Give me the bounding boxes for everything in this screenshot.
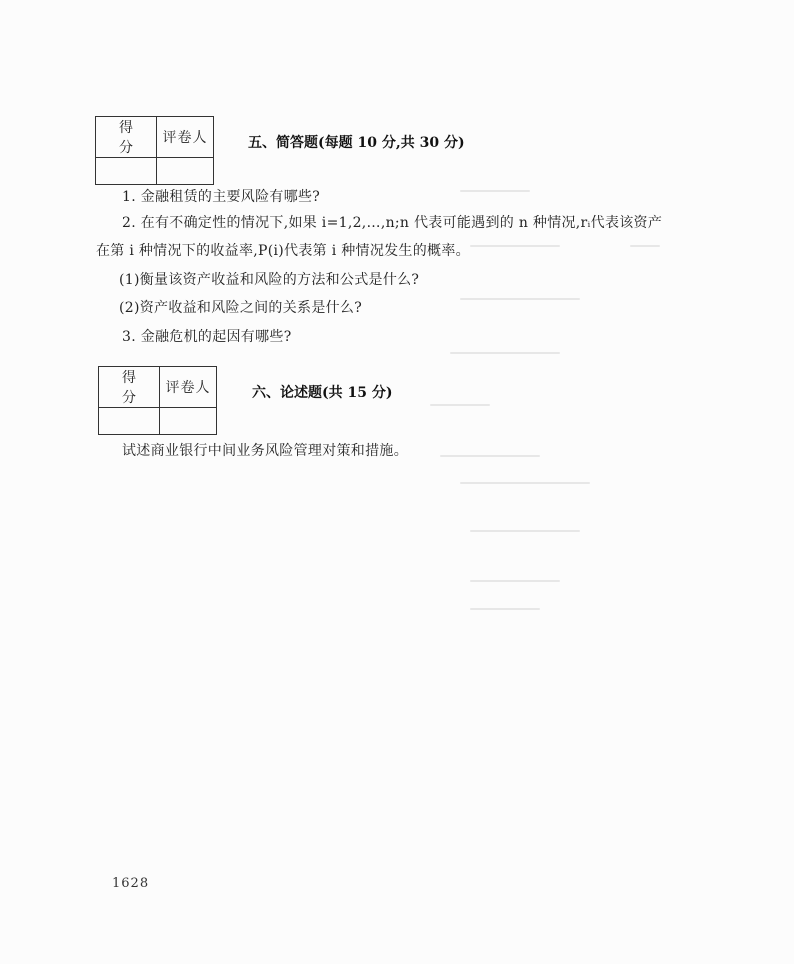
- grader-cell: [157, 158, 214, 185]
- score-table-section6: [98, 366, 217, 435]
- score-table-section5: [95, 116, 214, 185]
- bleed-through-mark: [450, 352, 560, 354]
- bleed-through-mark: [470, 245, 560, 247]
- grader-cell: [160, 408, 217, 435]
- question-2-sub2: (2)资产收益和风险之间的关系是什么?: [119, 300, 363, 316]
- grader-header: 评卷人: [157, 117, 214, 158]
- grader-header: 评卷人: [160, 367, 217, 408]
- bleed-through-mark: [460, 190, 530, 192]
- question-2-sub1: (1)衡量该资产收益和风险的方法和公式是什么?: [119, 272, 420, 288]
- question-1: 1. 金融租赁的主要风险有哪些?: [122, 189, 321, 205]
- essay-question: 试述商业银行中间业务风险管理对策和措施。: [122, 443, 408, 459]
- question-2-line2: 在第 i 种情况下的收益率,P(i)代表第 i 种情况发生的概率。: [96, 243, 470, 259]
- bleed-through-mark: [440, 455, 540, 457]
- bleed-through-mark: [470, 608, 540, 610]
- bleed-through-mark: [430, 404, 490, 406]
- score-header: 得 分: [99, 367, 160, 408]
- question-3: 3. 金融危机的起因有哪些?: [122, 329, 292, 345]
- bleed-through-mark: [460, 482, 590, 484]
- section6-title: 六、论述题(共 15 分): [252, 385, 393, 401]
- bleed-through-mark: [460, 298, 580, 300]
- bleed-through-mark: [470, 580, 560, 582]
- score-cell: [99, 408, 160, 435]
- question-2-line1: 2. 在有不确定性的情况下,如果 i=1,2,…,n;n 代表可能遇到的 n 种情况,rᵢ代表该资产: [122, 215, 663, 231]
- score-cell: [96, 158, 157, 185]
- bleed-through-mark: [630, 245, 660, 247]
- page-number: 1628: [112, 876, 150, 891]
- bleed-through-mark: [470, 530, 580, 532]
- score-header: 得 分: [96, 117, 157, 158]
- section5-title: 五、简答题(每题 10 分,共 30 分): [248, 135, 465, 151]
